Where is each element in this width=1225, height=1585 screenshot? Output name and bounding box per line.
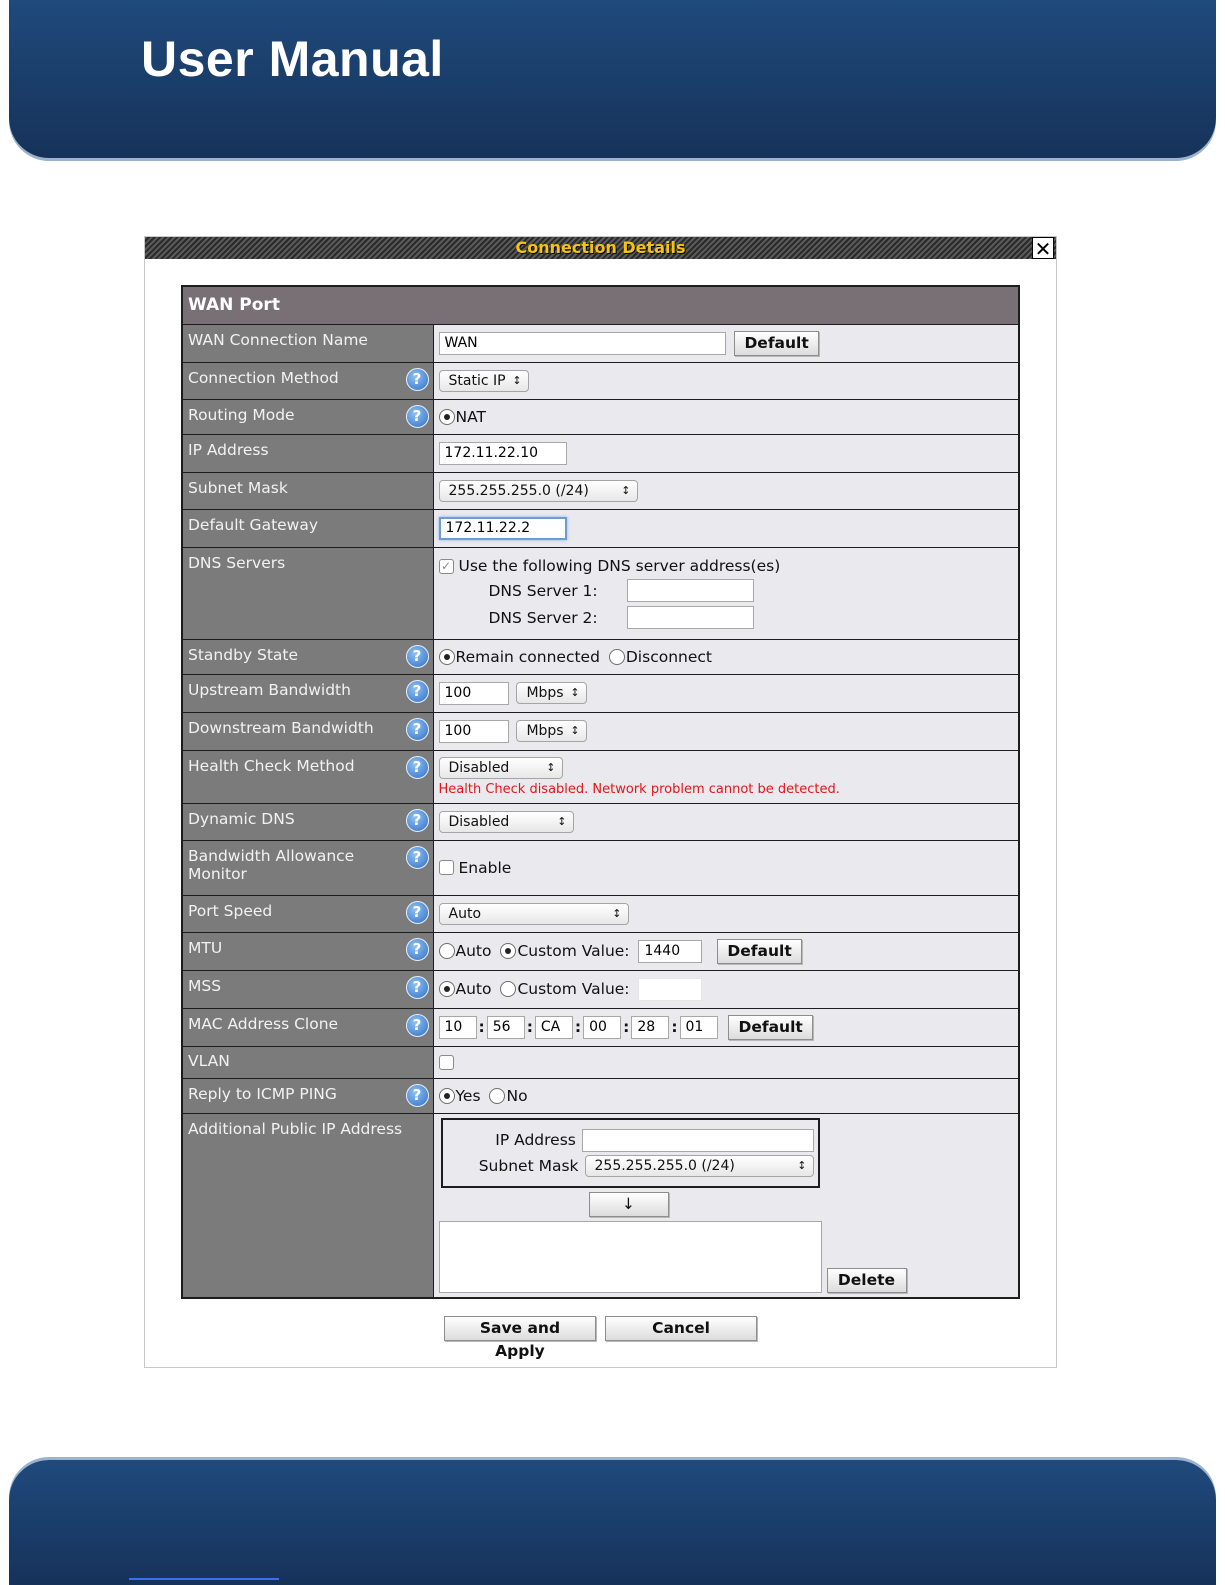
wan-port-table <box>181 285 1020 1299</box>
label-bandwidth-allowance: Bandwidth Allowance Monitor ? <box>182 840 433 895</box>
upstream-unit-select[interactable]: Mbps ↕ <box>516 682 586 704</box>
help-icon[interactable]: ? <box>406 645 429 668</box>
label-downstream-bandwidth: Downstream Bandwidth ? <box>182 712 433 750</box>
extra-mask-select[interactable]: 255.255.255.0 (/24) ↕ <box>585 1155 814 1177</box>
help-icon[interactable]: ? <box>406 938 429 961</box>
icmp-yes-radio[interactable] <box>439 1088 455 1104</box>
label-icmp-ping: Reply to ICMP PING ? <box>182 1078 433 1113</box>
label-dynamic-dns: Dynamic DNS ? <box>182 803 433 840</box>
mss-auto-radio[interactable] <box>439 981 455 997</box>
mac-separator: : <box>623 1017 630 1036</box>
mac-separator: : <box>574 1017 582 1036</box>
mtu-default-button[interactable]: Default <box>717 939 801 964</box>
close-icon[interactable]: ✕ <box>1032 237 1054 259</box>
subnet-mask-select[interactable]: 255.255.255.0 (/24) ↕ <box>439 480 638 502</box>
row-bandwidth-allowance <box>182 840 1019 895</box>
row-subnet-mask <box>182 472 1019 509</box>
standby-remain-label: Remain connected <box>455 647 600 666</box>
mtu-custom-radio[interactable] <box>500 943 516 959</box>
bandwidth-enable-checkbox[interactable] <box>439 860 454 875</box>
row-wan-connection-name <box>182 324 1019 362</box>
standby-disconnect-radio[interactable] <box>609 649 625 665</box>
dns-server-2-label: DNS Server 2: <box>488 608 598 627</box>
standby-disconnect-label: Disconnect <box>625 647 712 666</box>
row-vlan <box>182 1046 1019 1078</box>
standby-remain-radio[interactable] <box>439 649 455 665</box>
dns-server-2-input[interactable] <box>627 606 754 629</box>
help-icon[interactable]: ? <box>406 680 429 703</box>
health-check-warning: Health Check disabled. Network problem cannot be detected. <box>438 781 840 797</box>
label-ip-address: IP Address <box>182 434 433 472</box>
connection-details-dialog <box>144 236 1057 1368</box>
label-mac-clone: MAC Address Clone ? <box>182 1008 433 1046</box>
help-icon[interactable]: ? <box>406 809 429 832</box>
label-dns-servers: DNS Servers <box>182 547 433 639</box>
routing-nat-radio[interactable] <box>439 409 455 425</box>
dialog-title: Connection Details <box>515 238 686 257</box>
label-routing-mode: Routing Mode ? <box>182 399 433 434</box>
mac-separator: : <box>671 1017 678 1036</box>
row-standby-state <box>182 639 1019 674</box>
downstream-unit-select[interactable]: Mbps ↕ <box>516 720 586 742</box>
port-speed-select[interactable]: Auto ↕ <box>439 903 629 925</box>
ip-address-input[interactable] <box>439 442 567 465</box>
help-icon[interactable]: ? <box>406 405 429 428</box>
mac-octet-1[interactable] <box>439 1016 477 1039</box>
icmp-no-label: No <box>506 1086 528 1105</box>
save-and-apply-button[interactable]: Save and Apply <box>444 1316 596 1341</box>
mac-separator: : <box>478 1017 485 1036</box>
mac-octet-6[interactable] <box>680 1016 718 1039</box>
help-icon[interactable]: ? <box>406 901 429 924</box>
dialog-footer <box>145 1316 1056 1360</box>
page-header <box>9 0 1216 158</box>
cancel-button[interactable]: Cancel <box>605 1316 757 1341</box>
mtu-auto-radio[interactable] <box>439 943 455 959</box>
dialog-titlebar <box>145 237 1056 259</box>
add-ip-button[interactable]: ↓ <box>589 1192 669 1217</box>
row-default-gateway <box>182 509 1019 547</box>
mac-separator: : <box>526 1017 533 1036</box>
additional-ip-box <box>441 1118 820 1188</box>
help-icon[interactable]: ? <box>406 756 429 779</box>
label-wan-connection-name: WAN Connection Name <box>182 324 433 362</box>
page-footer <box>9 1460 1216 1585</box>
label-health-check: Health Check Method ? <box>182 750 433 803</box>
extra-ip-list[interactable] <box>439 1221 822 1293</box>
help-icon[interactable]: ? <box>406 718 429 741</box>
row-dns-servers <box>182 547 1019 639</box>
row-health-check <box>182 750 1019 803</box>
row-ip-address <box>182 434 1019 472</box>
mac-octet-3[interactable] <box>535 1016 573 1039</box>
row-icmp-ping <box>182 1078 1019 1113</box>
help-icon[interactable]: ? <box>406 1084 429 1107</box>
label-port-speed: Port Speed ? <box>182 895 433 932</box>
footer-link[interactable] <box>129 1578 279 1580</box>
help-icon[interactable]: ? <box>406 846 429 869</box>
label-additional-public-ip: Additional Public IP Address <box>182 1113 433 1298</box>
row-mac-clone <box>182 1008 1019 1046</box>
icmp-yes-label: Yes <box>455 1086 481 1105</box>
dynamic-dns-select[interactable]: Disabled ↕ <box>439 811 574 833</box>
row-upstream-bandwidth <box>182 674 1019 712</box>
default-gateway-input[interactable] <box>439 517 567 540</box>
connection-method-select[interactable]: Static IP ↕ <box>439 370 529 392</box>
row-additional-public-ip <box>182 1113 1019 1298</box>
row-downstream-bandwidth <box>182 712 1019 750</box>
mtu-auto-label: Auto <box>455 942 492 960</box>
mss-custom-label: Custom Value: <box>517 980 630 998</box>
label-connection-method: Connection Method ? <box>182 362 433 399</box>
extra-ip-input[interactable] <box>582 1129 814 1152</box>
mss-value-input[interactable] <box>638 978 702 1001</box>
dns-use-checkbox[interactable]: ✓ <box>439 559 454 574</box>
extra-ip-label: IP Address <box>495 1131 576 1149</box>
mss-custom-radio[interactable] <box>500 981 516 997</box>
dns-server-1-label: DNS Server 1: <box>488 581 598 600</box>
dns-server-1-input[interactable] <box>627 579 754 602</box>
downstream-bandwidth-input[interactable] <box>439 720 509 743</box>
mtu-custom-label: Custom Value: <box>517 942 630 960</box>
row-mtu <box>182 932 1019 970</box>
vlan-checkbox[interactable] <box>439 1055 454 1070</box>
page-title: User Manual <box>141 31 444 87</box>
row-port-speed <box>182 895 1019 932</box>
mtu-value-input[interactable] <box>638 940 702 963</box>
wan-name-default-button[interactable]: Default <box>734 331 818 356</box>
delete-button[interactable]: Delete <box>827 1268 907 1293</box>
help-icon[interactable]: ? <box>406 368 429 391</box>
label-subnet-mask: Subnet Mask <box>182 472 433 509</box>
mac-octet-2[interactable] <box>487 1016 525 1039</box>
section-title: WAN Port <box>182 286 1019 324</box>
wan-connection-name-input[interactable] <box>439 332 726 355</box>
label-vlan: VLAN <box>182 1046 433 1078</box>
help-icon[interactable]: ? <box>406 976 429 999</box>
bandwidth-enable-label: Enable <box>458 858 512 877</box>
icmp-no-radio[interactable] <box>489 1088 505 1104</box>
label-mss: MSS ? <box>182 970 433 1008</box>
label-mtu: MTU ? <box>182 932 433 970</box>
row-dynamic-dns <box>182 803 1019 840</box>
dns-use-label: Use the following DNS server address(es) <box>458 557 781 576</box>
label-default-gateway: Default Gateway <box>182 509 433 547</box>
mac-default-button[interactable]: Default <box>728 1015 812 1040</box>
mac-octet-4[interactable] <box>583 1016 621 1039</box>
help-icon[interactable]: ? <box>406 1014 429 1037</box>
row-routing-mode <box>182 399 1019 434</box>
label-upstream-bandwidth: Upstream Bandwidth ? <box>182 674 433 712</box>
health-check-select[interactable]: Disabled ↕ <box>439 757 563 779</box>
routing-nat-label: NAT <box>455 407 486 426</box>
section-header <box>182 286 1019 324</box>
mss-auto-label: Auto <box>455 980 492 998</box>
row-connection-method <box>182 362 1019 399</box>
row-mss <box>182 970 1019 1008</box>
extra-mask-label: Subnet Mask <box>478 1156 579 1175</box>
mac-octet-5[interactable] <box>631 1016 669 1039</box>
label-standby-state: Standby State ? <box>182 639 433 674</box>
upstream-bandwidth-input[interactable] <box>439 682 509 705</box>
